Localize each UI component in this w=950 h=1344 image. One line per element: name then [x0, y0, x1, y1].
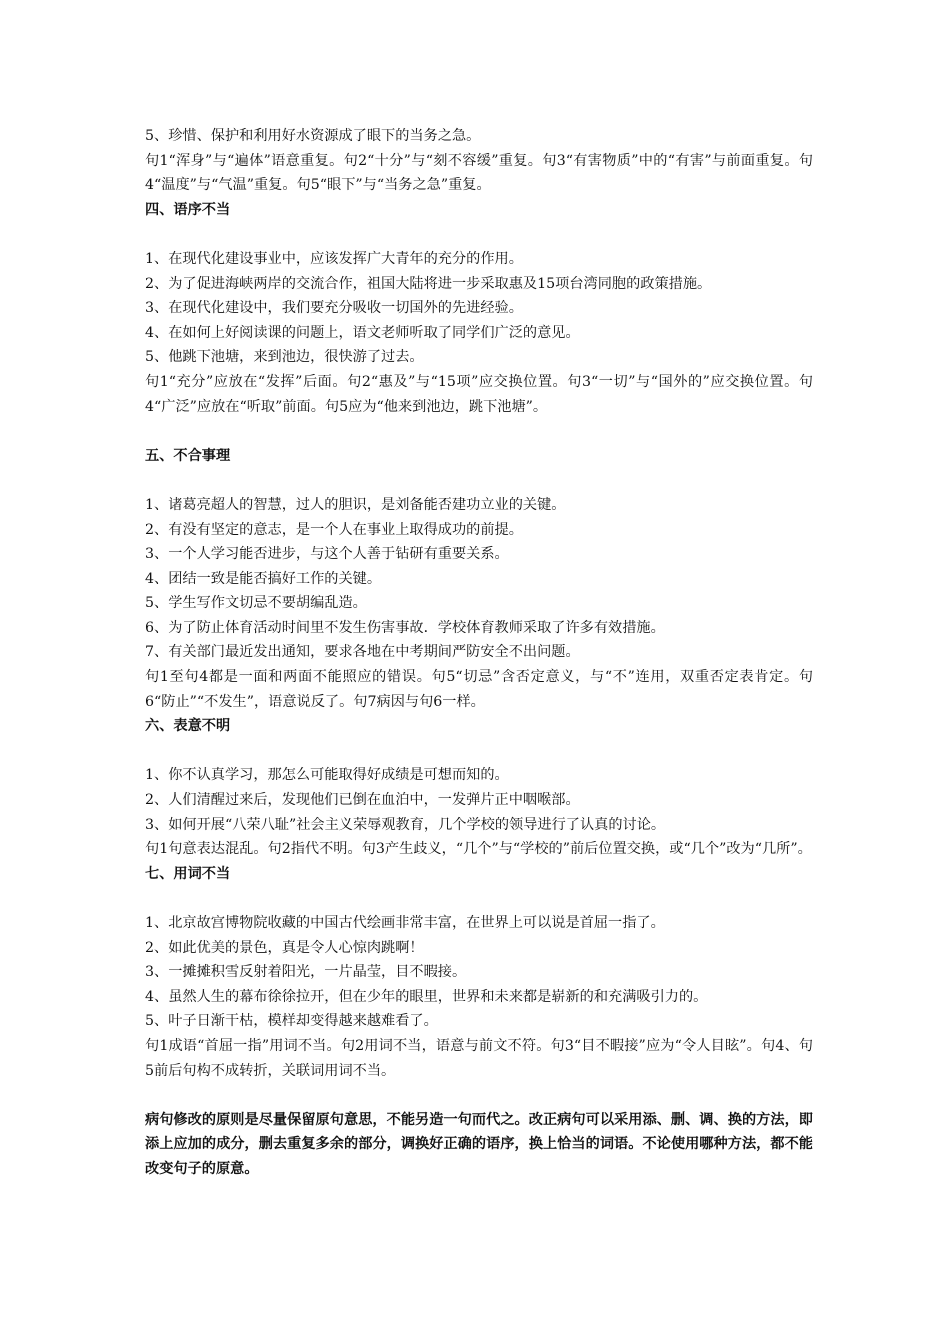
spacer — [145, 1083, 813, 1108]
sec7-item: 3、一摊摊积雪反射着阳光，一片晶莹，目不暇接。 — [145, 964, 467, 981]
sec7-item: 5、叶子日渐干枯，模样却变得越来越难看了。 — [145, 1013, 438, 1030]
sec6-item: 1、你不认真学习，那怎么可能取得好成绩是可想而知的。 — [145, 767, 509, 784]
sec6-heading: 六、表意不明 — [145, 718, 231, 735]
sec5-item: 4、团结一致是能否搞好工作的关键。 — [145, 570, 382, 587]
sec3-explanation: 句1“浑身”与“遍体”语意重复。句2“十分”与“刻不容缓”重复。句3“有害物质”中的“有害”与前面重复。句4“温度”与“气温”重复。句5“眼下”与“当务之急”重复。 — [145, 152, 813, 194]
sec5-item: 5、学生写作文切忌不要胡编乱造。 — [145, 595, 367, 612]
sec4-heading: 四、语序不当 — [145, 201, 231, 218]
spacer — [145, 886, 813, 911]
sec7-explanation: 句1成语“首屈一指”用词不当。句2用词不当，语意与前文不符。句3“目不暇接”应为“令人目眩”。句4、句5前后句构不成转折，关联词用词不当。 — [145, 1037, 813, 1079]
sec5-explanation: 句1至句4都是一面和两面不能照应的错误。句5“切忌”含否定意义，与“不”连用，双重否定表肯定。句6“防止”“不发生”，语意说反了。句7病因与句6一样。 — [145, 669, 813, 710]
document-page — [145, 124, 813, 1182]
sec6-explanation: 句1句意表达混乱。句2指代不明。句3产生歧义，“几个”与“学校的”前后位置交换，或“几个”改为“几所”。 — [145, 841, 812, 858]
sec7-item: 2、如此优美的景色，真是令人心惊肉跳啊！ — [145, 939, 424, 956]
sec5-item: 3、一个人学习能否进步，与这个人善于钻研有重要关系。 — [145, 546, 509, 563]
sec5-heading: 五、不合事理 — [145, 447, 231, 464]
conclusion-paragraph: 病句修改的原则是尽量保留原句意思，不能另造一句而代之。改正病句可以采用添、删、调、换的方法，即添上应加的成分，删去重复多余的部分，调换好正确的语序，换上恰当的词语。不论使用哪种方法，都不能改变句子的原意。 — [145, 1111, 813, 1177]
spacer — [145, 739, 813, 764]
sec5-item: 2、有没有坚定的意志，是一个人在事业上取得成功的前提。 — [145, 521, 523, 538]
sec4-item: 4、在如何上好阅读课的问题上，语文老师听取了同学们广泛的意见。 — [145, 324, 580, 341]
spacer — [145, 468, 813, 493]
sec4-item: 5、他跳下池塘，来到池边，很快游了过去。 — [145, 349, 424, 366]
sec4-item: 1、在现代化建设事业中，应该发挥广大青年的充分的作用。 — [145, 250, 523, 267]
sec7-item: 4、虽然人生的幕布徐徐拉开，但在少年的眼里，世界和未来都是崭新的和充满吸引力的。 — [145, 988, 708, 1005]
spacer — [145, 419, 813, 444]
sec7-item: 1、北京故宫博物院收藏的中国古代绘画非常丰富，在世界上可以说是首屈一指了。 — [145, 915, 665, 931]
sec5-item: 7、有关部门最近发出通知，要求各地在中考期间严防安全不出问题。 — [145, 644, 580, 661]
sec6-item: 3、如何开展“八荣八耻”社会主义荣辱观教育，几个学校的领导进行了认真的讨论。 — [145, 816, 666, 833]
sec5-item: 1、诸葛亮超人的智慧，过人的胆识，是刘备能否建功立业的关键。 — [145, 496, 566, 513]
sec4-item: 3、在现代化建设中，我们要充分吸收一切国外的先进经验。 — [145, 300, 523, 317]
sec4-explanation: 句1“充分”应放在“发挥”后面。句2“惠及”与“15项”应交换位置。句3“一切”与“国外的”应交换位置。句4“广泛”应放在“听取”前面。句5应为“他来到池边，跳下池塘”。 — [145, 373, 813, 415]
sec7-heading: 七、用词不当 — [145, 865, 231, 882]
sec4-item: 2、为了促进海峡两岸的交流合作，祖国大陆将进一步采取惠及15项台湾同胞的政策措施。 — [145, 275, 712, 292]
sec3-item-5: 5、珍惜、保护和利用好水资源成了眼下的当务之急。 — [145, 128, 481, 144]
spacer — [145, 222, 813, 247]
sec5-item: 6、为了防止体育活动时间里不发生伤害事故．学校体育教师采取了许多有效措施。 — [145, 619, 665, 636]
sec6-item: 2、人们清醒过来后，发现他们已倒在血泊中，一发弹片正中咽喉部。 — [145, 792, 580, 809]
